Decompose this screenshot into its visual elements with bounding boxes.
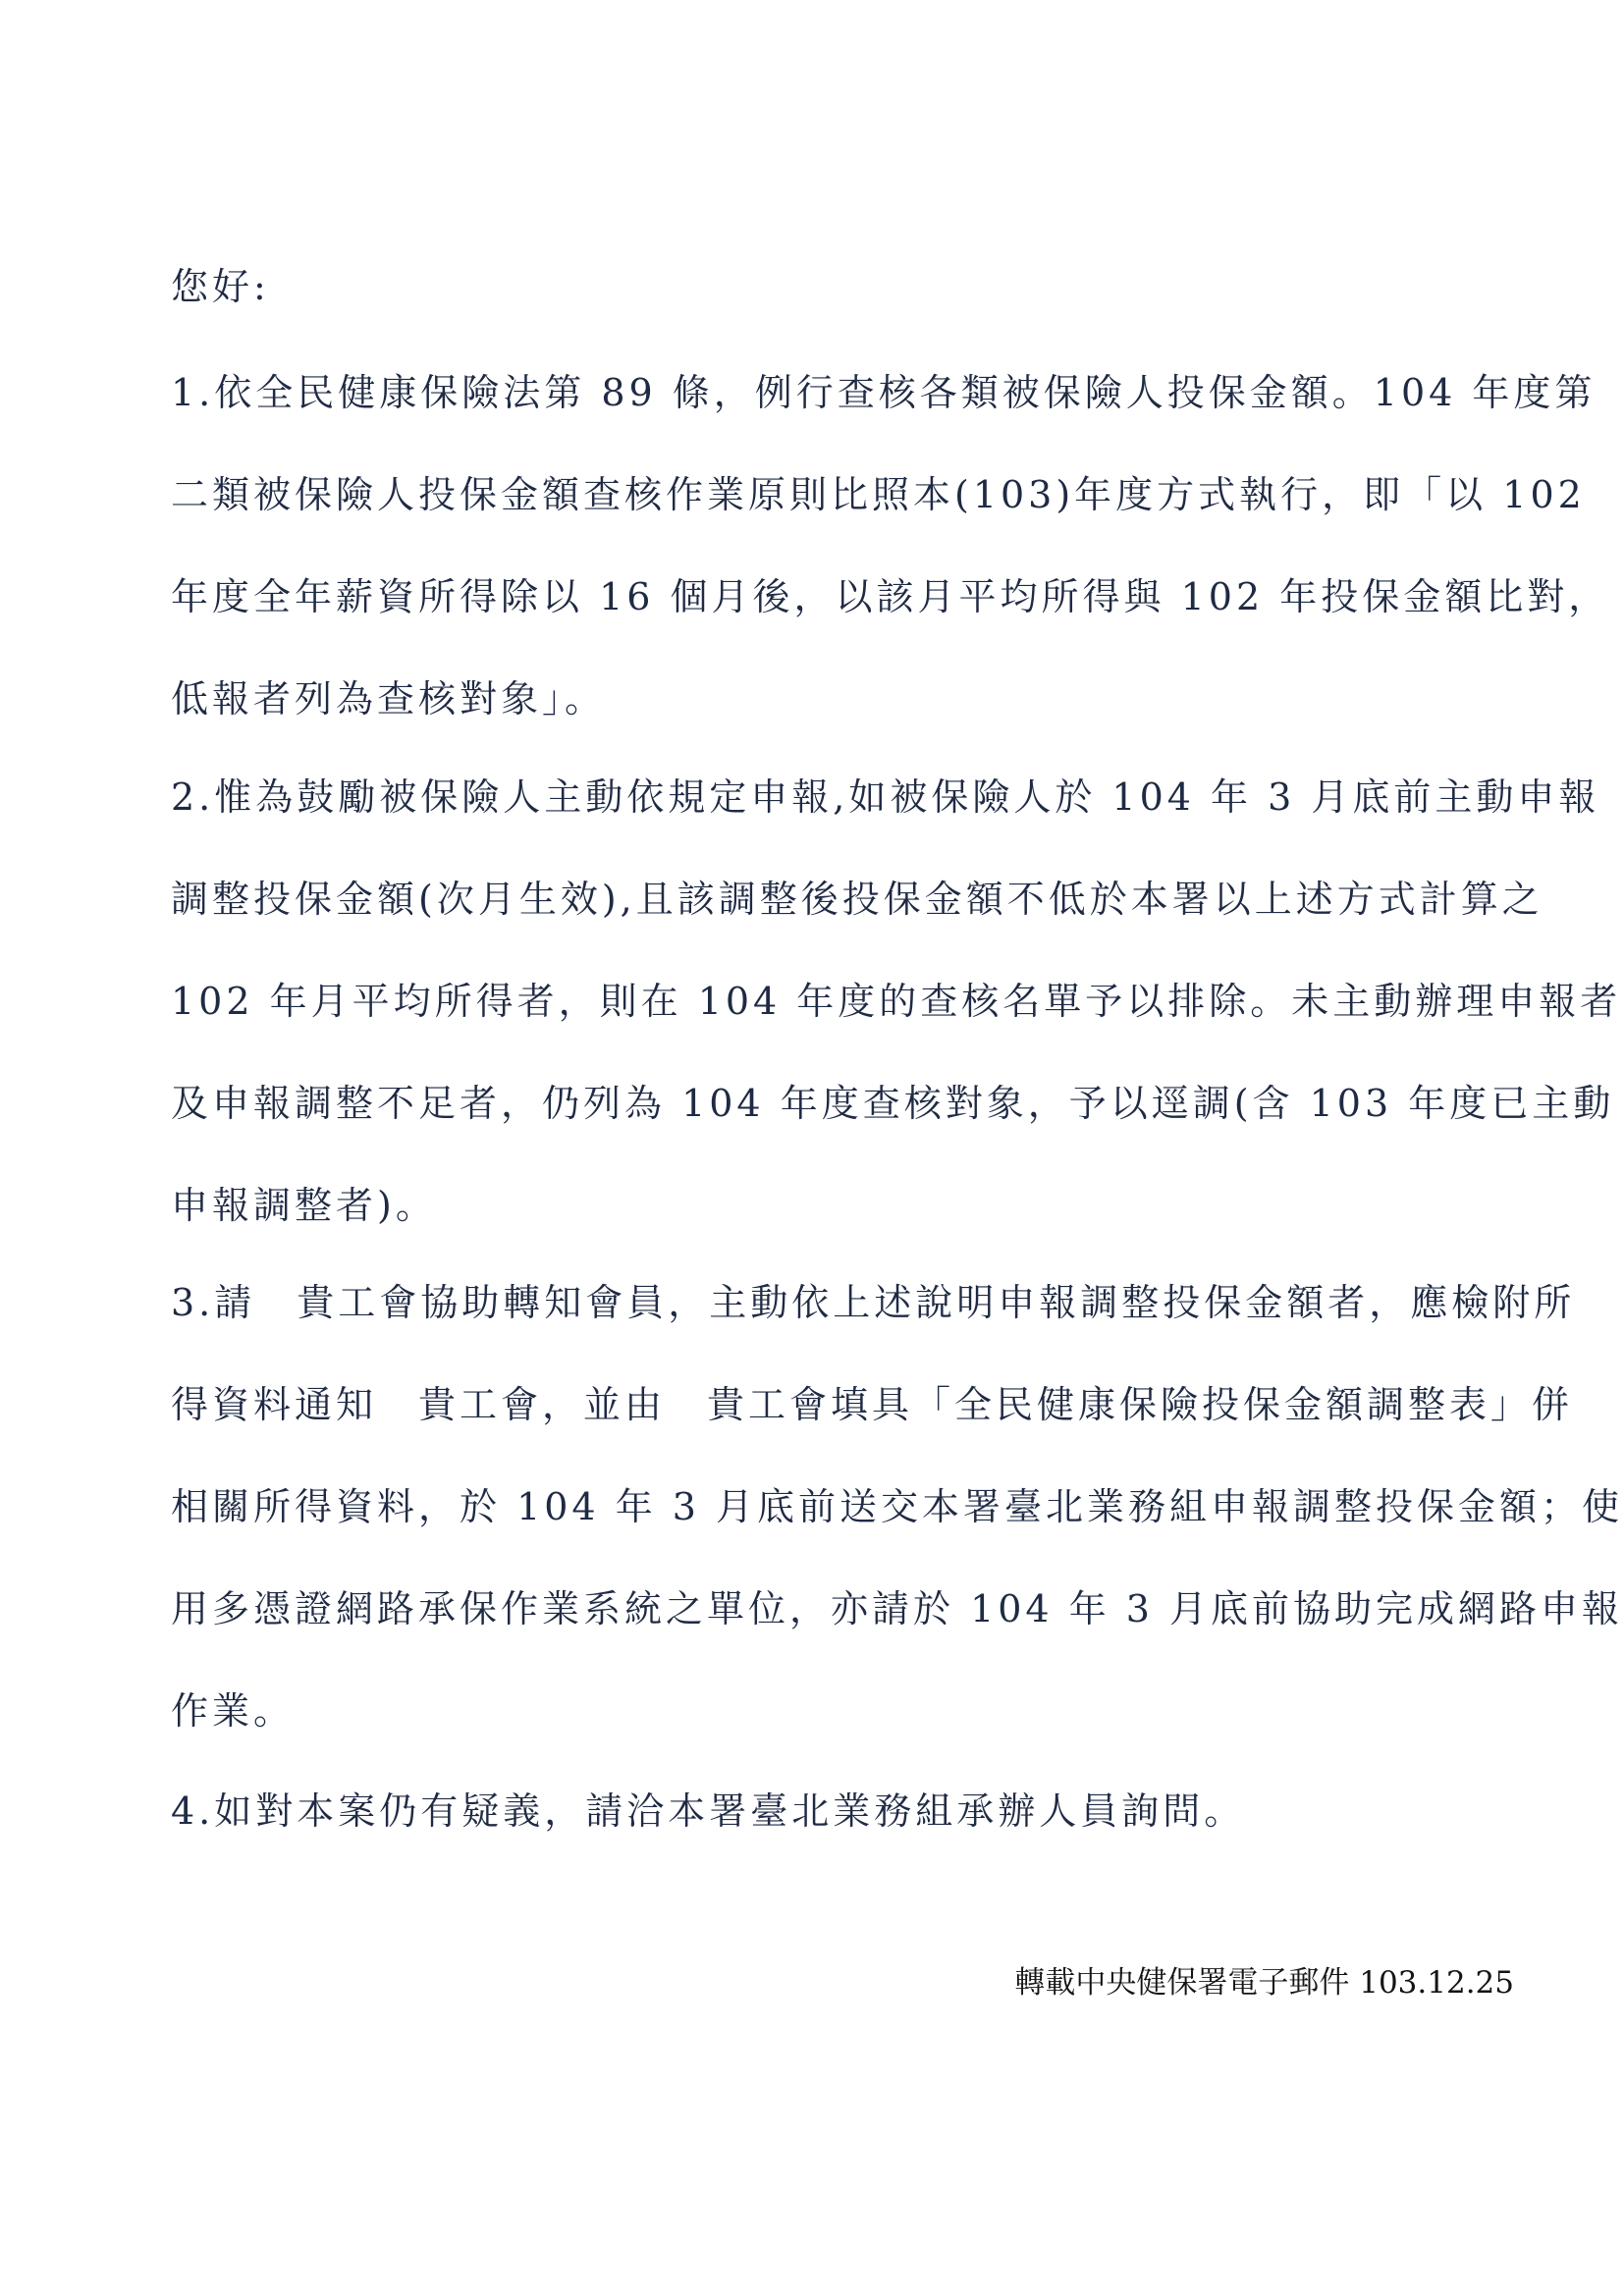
paragraph-2 xyxy=(171,746,1622,1256)
paragraph-line: 用多憑證網路承保作業系統之單位，亦請於 104 年 3 月底前協助完成網路申報 xyxy=(171,1587,1624,1630)
paragraph-4 xyxy=(171,1760,1467,1862)
paragraph-line: 3.請 貴工會協助轉知會員，主動依上述說明申報調整投保金額者，應檢附所 xyxy=(171,1281,1576,1324)
greeting: 您好: xyxy=(171,265,270,308)
paragraph-line: 1.依全民健康保險法第 89 條，例行查核各類被保險人投保金額。104 年度第 xyxy=(171,371,1597,414)
paragraph-3 xyxy=(171,1252,1624,1762)
paragraph-line: 及申報調整不足者，仍列為 104 年度查核對象，予以逕調(含 103 年度已主動 xyxy=(171,1082,1615,1125)
paragraph-line: 年度全年薪資所得除以 16 個月後，以該月平均所得與 102 年投保金額比對， xyxy=(171,575,1610,618)
paragraph-line: 二類被保險人投保金額查核作業原則比照本(103)年度方式執行，即「以 102 xyxy=(171,473,1586,516)
paragraph-line: 低報者列為查核對象」。 xyxy=(171,677,607,721)
paragraph-line: 2.惟為鼓勵被保險人主動依規定申報,如被保險人於 104 年 3 月底前主動申報 xyxy=(171,775,1600,819)
paragraph-line: 102 年月平均所得者，則在 104 年度的查核名單予以排除。未主動辦理申報者 xyxy=(171,980,1622,1023)
paragraph-line: 申報調整者)。 xyxy=(171,1184,437,1227)
paragraph-line: 4.如對本案仍有疑義，請洽本署臺北業務組承辦人員詢問。 xyxy=(171,1789,1246,1833)
paragraph-line: 調整投保金額(次月生效),且該調整後投保金額不低於本署以上述方式計算之 xyxy=(171,878,1543,921)
paragraph-1 xyxy=(171,342,1610,750)
paragraph-line: 相關所得資料，於 104 年 3 月底前送交本署臺北業務組申報調整投保金額；使 xyxy=(171,1485,1624,1528)
paragraph-line: 作業。 xyxy=(171,1689,296,1733)
paragraph-line: 得資料通知 貴工會，並由 貴工會填具「全民健康保險投保金額調整表」併 xyxy=(171,1383,1574,1426)
source-footer: 轉載中央健保署電子郵件 103.12.25 xyxy=(1014,1965,1514,2001)
